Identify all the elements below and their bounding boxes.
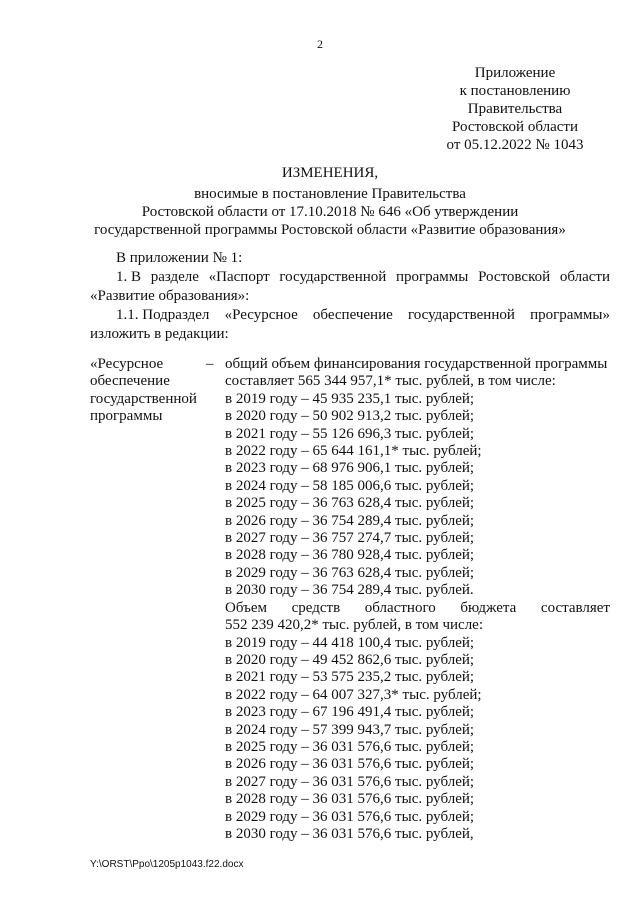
intro-paragraph-3-line-1	[90, 306, 610, 325]
word: составляет	[540, 599, 610, 616]
label-line: обеспечение	[90, 373, 170, 390]
word: Объем	[225, 599, 267, 616]
footer-file-path: Y:\ORST\Ppo\1205p1043.f22.docx	[90, 859, 244, 870]
label-dash: –	[206, 356, 214, 372]
title-line: государственной программы Ростовской области «Развитие образования»	[94, 222, 566, 238]
total-year-line: в 2027 году – 36 757 274,7 тыс. рублей;	[225, 530, 475, 547]
label-line: «Ресурсное	[90, 356, 164, 372]
total-year-line: в 2030 году – 36 754 289,4 тыс. рублей.	[225, 582, 474, 599]
appendix-line: к постановлению	[459, 83, 571, 99]
intro-paragraph-2-line-2: «Развитие образования»:	[90, 288, 250, 304]
word: средств	[291, 599, 341, 616]
word: областного	[364, 599, 436, 616]
regional-year-line: в 2022 году – 64 007 327,3* тыс. рублей;	[225, 686, 482, 703]
regional-year-line: в 2021 году – 53 575 235,2 тыс. рублей;	[225, 669, 475, 686]
title-line: Ростовской области от 17.10.2018 № 646 «Об утверждении	[141, 204, 519, 220]
regional-year-line: в 2027 году – 36 031 576,6 тыс. рублей;	[225, 773, 475, 790]
total-year-line: в 2023 году – 68 976 906,1 тыс. рублей;	[225, 460, 475, 477]
word: программы»	[530, 307, 610, 323]
page-number: 2	[317, 37, 323, 51]
regional-year-line: в 2019 году – 44 418 100,4 тыс. рублей;	[225, 634, 475, 651]
intro-paragraph-1: В приложении № 1:	[116, 250, 243, 266]
label-line: государственной	[90, 390, 197, 407]
word: разделе	[150, 269, 199, 285]
total-line: общий объем финансирования государственной программы	[225, 356, 608, 372]
regional-year-line: в 2020 году – 49 452 862,6 тыс. рублей;	[225, 651, 475, 668]
total-year-line: в 2028 году – 36 780 928,4 тыс. рублей;	[225, 547, 475, 564]
total-year-line: в 2019 году – 45 935 235,1 тыс. рублей;	[225, 390, 475, 407]
word: «Паспорт	[208, 269, 270, 285]
word: государственной	[279, 269, 387, 285]
regional-year-line: в 2025 году – 36 031 576,6 тыс. рублей;	[225, 738, 475, 755]
appendix-line: Правительства	[467, 101, 563, 117]
resource-values	[225, 356, 610, 843]
word: 1. В	[116, 269, 142, 285]
label-line: программы	[90, 408, 163, 425]
word: 1.1. Подраздел	[116, 307, 210, 323]
appendix-block	[430, 64, 600, 154]
word: обеспечение	[312, 307, 393, 323]
regional-year-line: в 2028 году – 36 031 576,6 тыс. рублей;	[225, 791, 475, 808]
appendix-line: от 05.12.2022 № 1043	[446, 137, 584, 153]
regional-year-line: в 2029 году – 36 031 576,6 тыс. рублей;	[225, 808, 475, 825]
resource-label	[90, 356, 210, 426]
title-heading: ИЗМЕНЕНИЯ,	[281, 165, 379, 181]
regional-line	[225, 600, 610, 617]
word: «Ресурсное	[224, 307, 298, 323]
word: государственной	[407, 307, 515, 323]
intro-paragraph-3-line-2: изложить в редакции:	[90, 326, 229, 342]
regional-year-line: в 2030 году – 36 031 576,6 тыс. рублей,	[225, 825, 474, 842]
regional-year-line: в 2026 году – 36 031 576,6 тыс. рублей;	[225, 756, 475, 773]
word: программы	[395, 269, 469, 285]
word: бюджета	[460, 599, 517, 616]
appendix-line: Приложение	[474, 65, 556, 81]
total-year-line: в 2024 году – 58 185 006,6 тыс. рублей;	[225, 477, 475, 494]
regional-line: 552 239 420,2* тыс. рублей, в том числе:	[225, 617, 484, 634]
regional-year-line: в 2023 году – 67 196 491,4 тыс. рублей;	[225, 704, 475, 721]
total-line: составляет 565 344 957,1* тыс. рублей, в том числе:	[225, 373, 556, 390]
total-year-line: в 2020 году – 50 902 913,2 тыс. рублей;	[225, 408, 475, 425]
total-year-line: в 2025 году – 36 763 628,4 тыс. рублей;	[225, 495, 475, 512]
word: области	[559, 269, 610, 285]
total-year-line: в 2022 году – 65 644 161,1* тыс. рублей;	[225, 443, 482, 460]
total-year-line: в 2021 году – 55 126 696,3 тыс. рублей;	[225, 425, 475, 442]
appendix-line: Ростовской области	[452, 119, 578, 135]
intro-section	[90, 249, 610, 344]
regional-year-line: в 2024 году – 57 399 943,7 тыс. рублей;	[225, 721, 475, 738]
word: Ростовской	[478, 269, 551, 285]
document-title	[60, 164, 600, 239]
intro-paragraph-2-line-1	[90, 268, 610, 287]
total-year-line: в 2029 году – 36 763 628,4 тыс. рублей;	[225, 564, 475, 581]
title-line: вносимые в постановление Правительства	[194, 186, 466, 202]
total-year-line: в 2026 году – 36 754 289,4 тыс. рублей;	[225, 512, 475, 529]
